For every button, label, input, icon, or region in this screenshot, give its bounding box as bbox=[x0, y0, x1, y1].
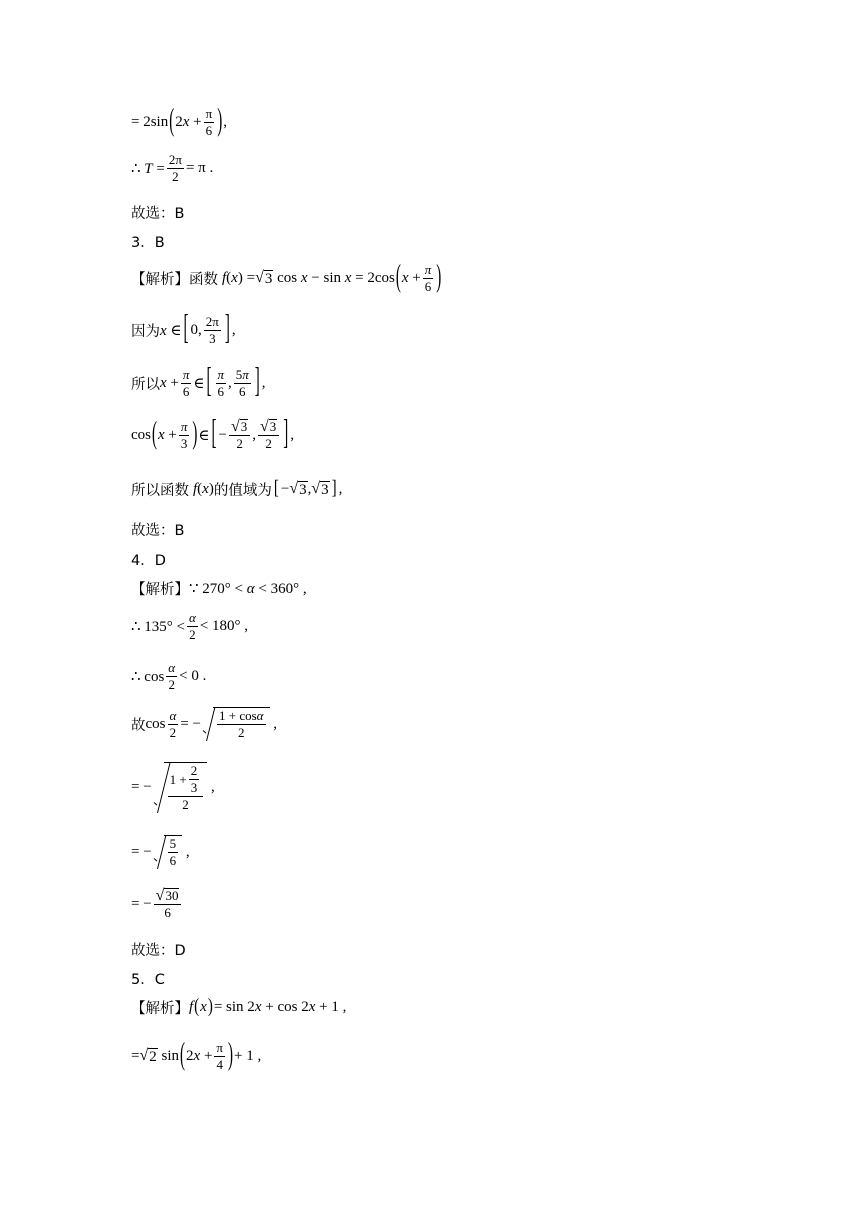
text-label: 函数 bbox=[189, 272, 218, 288]
formula-line: ∴ cos $\frac{\alpha}{2}$ < 0 . bbox=[131, 660, 207, 692]
text-label: 所以 bbox=[131, 377, 160, 393]
text-label: 因为 bbox=[131, 324, 160, 340]
formula-line: ∴ 135° < $\frac{\alpha}{2}$ < 180° , bbox=[131, 610, 249, 642]
answer-text: 故选：B bbox=[131, 523, 185, 539]
formula-line: 【解析】 f ( x ) = sin 2x + cos 2x + 1 , bbox=[131, 996, 347, 1018]
text-label: 故 bbox=[131, 717, 146, 734]
question-number bbox=[131, 231, 165, 252]
formula-line: = 2sin ( 2x + $\frac{\pi}{6}$ ) , bbox=[131, 104, 227, 139]
question-answer: 4．D bbox=[131, 553, 166, 569]
analysis-label: 【解析】 bbox=[131, 272, 189, 288]
formula-line: ∴ T = $\frac{2\pi}{2}$ = π . bbox=[131, 152, 214, 184]
formula-line: = − √ 30 6 bbox=[131, 888, 183, 921]
formula-line: 所以函数 f(x) 的值域为 [ − √ 3 , √ 3 ] , bbox=[131, 478, 343, 500]
formula-line: = √ 2 sin ( 2x + $\frac{\pi}{4}$ ) + 1 , bbox=[131, 1038, 262, 1073]
text-label: 所以函数 bbox=[131, 483, 189, 499]
formula-line: = − $\frac{5}{6}$ , bbox=[131, 836, 190, 868]
answer-text: 故选：D bbox=[131, 943, 186, 959]
formula-line: 【解析】 函数 f(x) = √ 3 cos x − sin x = 2cos ( x + $\frac{\pi}{6}$ ) bbox=[131, 260, 442, 295]
formula-line: 【解析】 ∵ 270° < α < 360° , bbox=[131, 578, 307, 599]
answer-text: 故选：B bbox=[131, 206, 185, 222]
analysis-label: 【解析】 bbox=[131, 1001, 189, 1017]
question-number bbox=[131, 968, 165, 989]
question-answer: 3．B bbox=[131, 235, 165, 251]
formula-line: cos ( x + $\frac{\pi}{3}$ ) ∈ [ − √ 3 2 , √ 3 2 ] , bbox=[131, 415, 295, 453]
question-answer: 5．C bbox=[131, 972, 165, 988]
answer-choice-line bbox=[131, 519, 184, 540]
answer-choice-line bbox=[131, 939, 186, 960]
question-number bbox=[131, 549, 166, 570]
formula-line: 所以 x + $\frac{\pi}{6}$ ∈ [ $\frac{\pi}{6}$ , $\frac{5\pi}{6}$ ] , bbox=[131, 363, 266, 401]
formula-line: = − 1 + $\frac{2}{3}$ 2 , bbox=[131, 763, 215, 812]
answer-choice-line bbox=[131, 202, 184, 223]
text-label: 的值域为 bbox=[213, 483, 272, 499]
formula-line: 故 cos $\frac{\alpha}{2}$ = − $\frac{1 + \cos\alpha}{2}$ , bbox=[131, 707, 277, 740]
analysis-label: 【解析】 bbox=[131, 582, 189, 598]
formula-line: 因为 x ∈ [ 0, $\frac{2\pi}{3}$ ] , bbox=[131, 310, 236, 348]
